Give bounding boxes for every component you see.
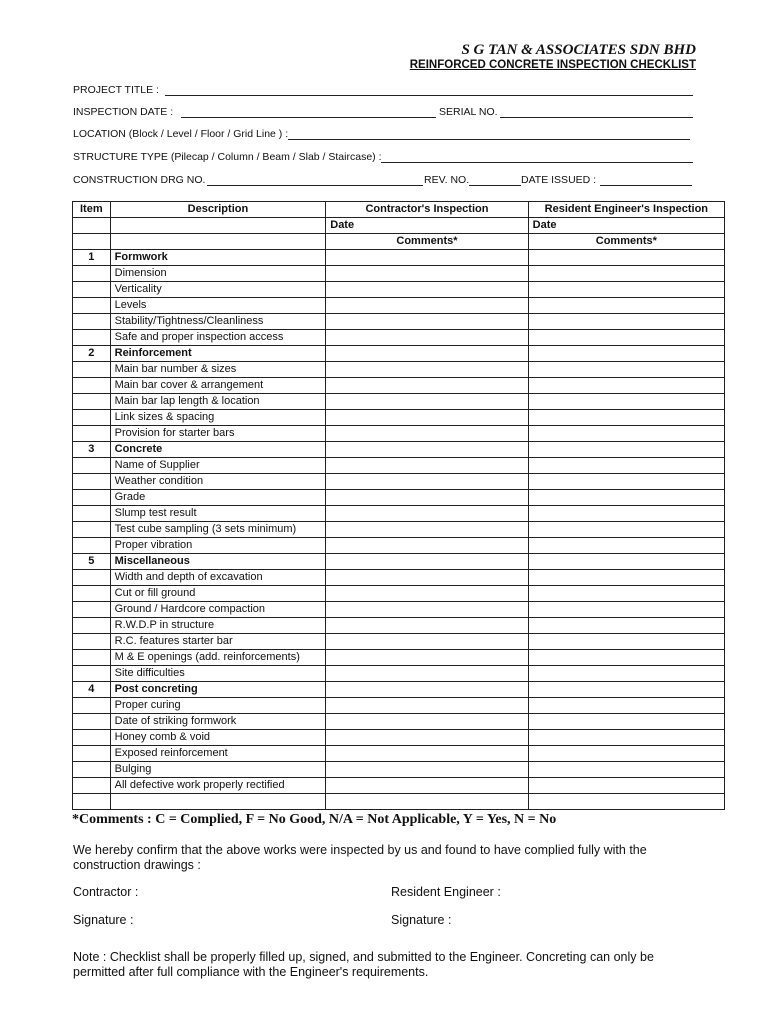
check-item-description: R.W.D.P in structure xyxy=(110,618,326,634)
resident-comment-cell[interactable] xyxy=(528,346,724,362)
inspection-date-field xyxy=(73,106,693,120)
empty-cell xyxy=(73,378,111,394)
construction-drg-line[interactable] xyxy=(207,185,423,186)
item-number: 5 xyxy=(73,554,111,570)
check-item-description: Exposed reinforcement xyxy=(110,746,326,762)
comments-legend: *Comments : C = Complied, F = No Good, N/A = Not Applicable, Y = Yes, N = No xyxy=(72,812,557,827)
contractor-comment-cell[interactable] xyxy=(326,794,528,810)
contractor-comment-cell[interactable] xyxy=(326,330,528,346)
contractor-comment-cell[interactable] xyxy=(326,474,528,490)
check-item-description: Main bar cover & arrangement xyxy=(110,378,326,394)
resident-comment-cell[interactable] xyxy=(528,730,724,746)
empty-cell xyxy=(73,410,111,426)
contractor-comment-cell[interactable] xyxy=(326,538,528,554)
table-row xyxy=(73,410,725,426)
resident-comment-cell[interactable] xyxy=(528,266,724,282)
table-row xyxy=(73,746,725,762)
table-row xyxy=(73,474,725,490)
resident-comments-header: Comments* xyxy=(528,234,724,250)
empty-cell xyxy=(73,490,111,506)
resident-comment-cell[interactable] xyxy=(528,682,724,698)
table-row xyxy=(73,634,725,650)
date-issued-line[interactable] xyxy=(600,185,692,186)
empty-cell xyxy=(73,298,111,314)
empty-cell xyxy=(73,650,111,666)
rev-no-label: REV. NO. xyxy=(424,174,470,186)
table-row xyxy=(73,730,725,746)
resident-comment-cell[interactable] xyxy=(528,522,724,538)
section-title: Formwork xyxy=(110,250,326,266)
section-row xyxy=(73,682,725,698)
section-title: Miscellaneous xyxy=(110,554,326,570)
section-title: Concrete xyxy=(110,442,326,458)
description-header: Description xyxy=(110,202,326,218)
table-row xyxy=(73,666,725,682)
resident-comment-cell[interactable] xyxy=(528,458,724,474)
contractor-comment-cell[interactable] xyxy=(326,298,528,314)
check-item-description: Proper vibration xyxy=(110,538,326,554)
check-item-description: Weather condition xyxy=(110,474,326,490)
table-row xyxy=(73,490,725,506)
table-row xyxy=(73,698,725,714)
contractor-comment-cell[interactable] xyxy=(326,730,528,746)
empty-cell xyxy=(73,538,111,554)
location-field xyxy=(73,128,693,142)
contractor-comment-cell[interactable] xyxy=(326,506,528,522)
resident-comment-cell[interactable] xyxy=(528,570,724,586)
table-row xyxy=(73,266,725,282)
document-title: REINFORCED CONCRETE INSPECTION CHECKLIST xyxy=(409,59,696,71)
check-item-description: Provision for starter bars xyxy=(110,426,326,442)
serial-no-label: SERIAL NO. xyxy=(439,106,498,118)
check-item-description: Safe and proper inspection access xyxy=(110,330,326,346)
resident-comment-cell[interactable] xyxy=(528,426,724,442)
resident-comment-cell[interactable] xyxy=(528,490,724,506)
item-number: 3 xyxy=(73,442,111,458)
inspection-date-label: INSPECTION DATE : xyxy=(73,106,174,118)
table-row xyxy=(73,762,725,778)
contractor-comment-cell[interactable] xyxy=(326,394,528,410)
check-item-description: Link sizes & spacing xyxy=(110,410,326,426)
empty-cell xyxy=(73,474,111,490)
contractor-comment-cell[interactable] xyxy=(326,778,528,794)
empty-cell xyxy=(73,234,111,250)
check-item-description: Bulging xyxy=(110,762,326,778)
location-label: LOCATION (Block / Level / Floor / Grid Line ) : xyxy=(73,128,289,140)
structure-type-label: STRUCTURE TYPE (Pilecap / Column / Beam / Slab / Staircase) : xyxy=(73,151,382,163)
date-row xyxy=(73,218,725,234)
resident-comment-cell[interactable] xyxy=(528,634,724,650)
check-item-description: Slump test result xyxy=(110,506,326,522)
table-row xyxy=(73,458,725,474)
checklist-body xyxy=(73,250,725,810)
table-row xyxy=(73,314,725,330)
company-name: S G TAN & ASSOCIATES SDN BHD xyxy=(461,42,696,58)
empty-cell xyxy=(73,570,111,586)
check-item-description: Grade xyxy=(110,490,326,506)
contractor-comments-header: Comments* xyxy=(326,234,528,250)
contractor-comment-cell[interactable] xyxy=(326,602,528,618)
serial-no-line[interactable] xyxy=(500,117,693,118)
empty-cell xyxy=(73,522,111,538)
table-row xyxy=(73,714,725,730)
inspection-checklist-table xyxy=(72,201,725,810)
contractor-date-label[interactable]: Date xyxy=(326,218,528,234)
contractor-comment-cell[interactable] xyxy=(326,346,528,362)
resident-comment-cell[interactable] xyxy=(528,586,724,602)
item-number: 2 xyxy=(73,346,111,362)
table-row xyxy=(73,378,725,394)
contractor-comment-cell[interactable] xyxy=(326,362,528,378)
check-item-description: Levels xyxy=(110,298,326,314)
contractor-comment-cell[interactable] xyxy=(326,698,528,714)
contractor-comment-cell[interactable] xyxy=(326,410,528,426)
empty-cell xyxy=(73,586,111,602)
check-item-description: Main bar lap length & location xyxy=(110,394,326,410)
contractor-comment-cell[interactable] xyxy=(326,586,528,602)
check-item-description: Honey comb & void xyxy=(110,730,326,746)
contractor-comment-cell[interactable] xyxy=(326,458,528,474)
empty-cell xyxy=(73,602,111,618)
resident-comment-cell[interactable] xyxy=(528,698,724,714)
resident-comment-cell[interactable] xyxy=(528,762,724,778)
contractor-comment-cell[interactable] xyxy=(326,762,528,778)
check-item-description: Date of striking formwork xyxy=(110,714,326,730)
date-issued-label: DATE ISSUED : xyxy=(521,174,597,186)
check-item-description: R.C. features starter bar xyxy=(110,634,326,650)
project-title-label: PROJECT TITLE : xyxy=(73,84,159,96)
table-row xyxy=(73,362,725,378)
table-row xyxy=(73,298,725,314)
contractor-comment-cell[interactable] xyxy=(326,250,528,266)
resident-comment-cell[interactable] xyxy=(528,506,724,522)
item-header: Item xyxy=(73,202,111,218)
table-row xyxy=(73,570,725,586)
resident-engineer-header: Resident Engineer's Inspection xyxy=(528,202,724,218)
resident-comment-cell[interactable] xyxy=(528,778,724,794)
contractor-comment-cell[interactable] xyxy=(326,314,528,330)
contractor-comment-cell[interactable] xyxy=(326,554,528,570)
resident-comment-cell[interactable] xyxy=(528,298,724,314)
check-item-description: Test cube sampling (3 sets minimum) xyxy=(110,522,326,538)
table-row xyxy=(73,282,725,298)
table-row xyxy=(73,330,725,346)
section-row xyxy=(73,346,725,362)
empty-cell xyxy=(110,794,326,810)
check-item-description: Proper curing xyxy=(110,698,326,714)
empty-cell xyxy=(73,394,111,410)
table-row xyxy=(73,602,725,618)
note-text: Note : Checklist shall be properly filled up, signed, and submitted to the Engineer. Concreting can only be permitted after full compliance with the Engineer's requirements. xyxy=(73,950,654,979)
empty-cell xyxy=(73,778,111,794)
empty-cell xyxy=(73,330,111,346)
construction-drg-label: CONSTRUCTION DRG NO. xyxy=(73,174,206,186)
inspection-date-line[interactable] xyxy=(181,117,436,118)
resident-comment-cell[interactable] xyxy=(528,602,724,618)
structure-type-line[interactable] xyxy=(377,162,693,163)
empty-cell xyxy=(73,618,111,634)
contractor-comment-cell[interactable] xyxy=(326,522,528,538)
check-item-description: All defective work properly rectified xyxy=(110,778,326,794)
item-number: 1 xyxy=(73,250,111,266)
empty-cell xyxy=(73,314,111,330)
table-row xyxy=(73,650,725,666)
check-item-description: Name of Supplier xyxy=(110,458,326,474)
empty-cell xyxy=(73,698,111,714)
empty-cell xyxy=(73,362,111,378)
section-row xyxy=(73,250,725,266)
resident-comment-cell[interactable] xyxy=(528,666,724,682)
resident-comment-cell[interactable] xyxy=(528,714,724,730)
contractor-comment-cell[interactable] xyxy=(326,442,528,458)
contractor-comment-cell[interactable] xyxy=(326,650,528,666)
resident-comment-cell[interactable] xyxy=(528,618,724,634)
comments-header-row xyxy=(73,234,725,250)
check-item-description: Main bar number & sizes xyxy=(110,362,326,378)
empty-cell xyxy=(73,762,111,778)
empty-cell xyxy=(73,794,111,810)
empty-cell xyxy=(73,730,111,746)
check-item-description: M & E openings (add. reinforcements) xyxy=(110,650,326,666)
construction-drg-field xyxy=(73,174,693,188)
confirmation-text: We hereby confirm that the above works were inspected by us and found to have complied fully with the construction drawings : xyxy=(73,843,647,872)
structure-type-field xyxy=(73,151,693,165)
resident-comment-cell[interactable] xyxy=(528,442,724,458)
contractor-comment-cell[interactable] xyxy=(326,618,528,634)
contractor-comment-cell[interactable] xyxy=(326,634,528,650)
resident-comment-cell[interactable] xyxy=(528,282,724,298)
rev-no-line[interactable] xyxy=(469,185,521,186)
location-line[interactable] xyxy=(287,139,690,140)
table-row xyxy=(73,778,725,794)
check-item-description: Cut or fill ground xyxy=(110,586,326,602)
empty-cell xyxy=(73,266,111,282)
empty-cell xyxy=(73,746,111,762)
empty-cell xyxy=(73,714,111,730)
table-row xyxy=(73,522,725,538)
empty-cell xyxy=(73,458,111,474)
empty-cell xyxy=(73,426,111,442)
resident-comment-cell[interactable] xyxy=(528,362,724,378)
resident-comment-cell[interactable] xyxy=(528,746,724,762)
empty-cell xyxy=(73,282,111,298)
table-row xyxy=(73,586,725,602)
check-item-description: Site difficulties xyxy=(110,666,326,682)
item-number: 4 xyxy=(73,682,111,698)
project-title-line[interactable] xyxy=(165,95,693,96)
contractor-comment-cell[interactable] xyxy=(326,266,528,282)
empty-cell xyxy=(73,506,111,522)
blank-row xyxy=(73,794,725,810)
empty-cell xyxy=(73,666,111,682)
table-row xyxy=(73,506,725,522)
contractor-inspection-header: Contractor's Inspection xyxy=(326,202,528,218)
check-item-description: Verticality xyxy=(110,282,326,298)
table-row xyxy=(73,618,725,634)
contractor-comment-cell[interactable] xyxy=(326,426,528,442)
resident-comment-cell[interactable] xyxy=(528,330,724,346)
resident-comment-cell[interactable] xyxy=(528,538,724,554)
resident-comment-cell[interactable] xyxy=(528,410,724,426)
resident-comment-cell[interactable] xyxy=(528,394,724,410)
table-row xyxy=(73,394,725,410)
table-row xyxy=(73,538,725,554)
empty-cell xyxy=(110,234,326,250)
resident-comment-cell[interactable] xyxy=(528,650,724,666)
contractor-comment-cell[interactable] xyxy=(326,746,528,762)
contractor-comment-cell[interactable] xyxy=(326,682,528,698)
table-row xyxy=(73,426,725,442)
check-item-description: Dimension xyxy=(110,266,326,282)
resident-comment-cell[interactable] xyxy=(528,794,724,810)
project-title-field xyxy=(73,84,693,98)
resident-date-label[interactable]: Date xyxy=(528,218,724,234)
contractor-comment-cell[interactable] xyxy=(326,570,528,586)
empty-cell xyxy=(110,218,326,234)
empty-cell xyxy=(73,634,111,650)
contractor-comment-cell[interactable] xyxy=(326,490,528,506)
check-item-description: Ground / Hardcore compaction xyxy=(110,602,326,618)
empty-cell xyxy=(73,218,111,234)
contractor-comment-cell[interactable] xyxy=(326,282,528,298)
contractor-comment-cell[interactable] xyxy=(326,714,528,730)
contractor-comment-cell[interactable] xyxy=(326,666,528,682)
section-row xyxy=(73,442,725,458)
resident-engineer-label: Resident Engineer : xyxy=(391,885,501,899)
resident-comment-cell[interactable] xyxy=(528,250,724,266)
section-row xyxy=(73,554,725,570)
resident-comment-cell[interactable] xyxy=(528,314,724,330)
contractor-label: Contractor : xyxy=(73,885,139,899)
table-header-row xyxy=(73,202,725,218)
resident-comment-cell[interactable] xyxy=(528,554,724,570)
check-item-description: Stability/Tightness/Cleanliness xyxy=(110,314,326,330)
resident-signature-label: Signature : xyxy=(391,913,452,927)
contractor-signature-label: Signature : xyxy=(73,913,134,927)
resident-comment-cell[interactable] xyxy=(528,378,724,394)
section-title: Post concreting xyxy=(110,682,326,698)
resident-comment-cell[interactable] xyxy=(528,474,724,490)
section-title: Reinforcement xyxy=(110,346,326,362)
check-item-description: Width and depth of excavation xyxy=(110,570,326,586)
contractor-comment-cell[interactable] xyxy=(326,378,528,394)
